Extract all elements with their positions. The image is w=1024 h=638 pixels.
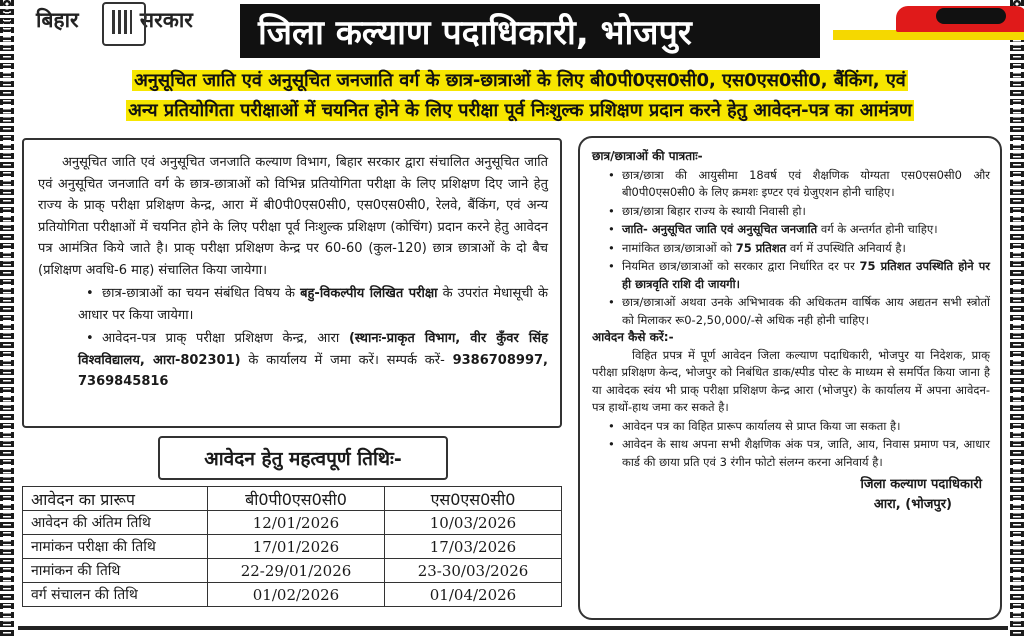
submission-point-address: (स्थानः-प्राकृत विभाग, वीर कुँवर सिंह विश्वविद्यालय, आरा-802301) bbox=[78, 331, 548, 368]
important-dates-table bbox=[22, 486, 562, 607]
notice-subheading bbox=[40, 66, 1000, 126]
intro-panel bbox=[22, 138, 562, 428]
eligibility-item-age: • छात्र/छात्रा की आयुसीमा 18वर्ष एवं शैक्षणिक योग्यता एस0एस0सी0 और बी0पी0एस0सी0 के लिए क्रमशः इण्टर एवं ग्रेजुएशन होनी चाहिए। bbox=[592, 167, 990, 202]
table-header-cell: आवेदन का प्रारूप bbox=[23, 487, 208, 511]
eligibility-item-scholarship bbox=[592, 258, 990, 293]
table-header-cell: एस0एस0सी0 bbox=[385, 487, 562, 511]
caste-text-b: वर्ग के अन्तर्गत होनी चाहिए। bbox=[820, 222, 938, 236]
attendance-text-c: वर्ग में उपस्थिति अनिवार्य है। bbox=[789, 240, 906, 255]
table-cell: 22-29/01/2026 bbox=[208, 559, 385, 583]
eligibility-item-income: • छात्र/छात्राओं अथवा उनके अभिभावक की अधिकतम वार्षिक आय अद्यतन सभी स्त्रोतों को मिलाकर रू0-2,50,000/-से अधिक नही होनी चाहिए। bbox=[592, 294, 990, 329]
eligibility-title: छात्र/छात्राओं की पात्रताः- bbox=[592, 149, 703, 163]
table-cell: 17/03/2026 bbox=[385, 535, 562, 559]
table-header-row bbox=[23, 487, 562, 511]
selection-point-text-c: के उपरांत मेधासूची के आधार पर किया जायेगा। bbox=[78, 286, 548, 323]
submission-point-text-a: आवेदन-पत्र प्राक् परीक्षा प्रशिक्षण केन्द्र, आरा bbox=[102, 331, 340, 346]
signature-block bbox=[592, 475, 990, 515]
eligibility-item-caste bbox=[592, 221, 990, 239]
table-row bbox=[23, 511, 562, 535]
table-cell: नामांकन परीक्षा की तिथि bbox=[23, 535, 208, 559]
intro-paragraph: अनुसूचित जाति एवं अनुसूचित जनजाति कल्याण विभाग, बिहार सरकार द्वारा संचालित अनुसूचित जाति एवं अनुसूचित जनजाति वर्ग के छात्र-छात्राओं को विभिन्न प्रतियोगिता परीक्षा के लिए प्रशिक्षण दिए जाने हेतु राज्य के प्राक् परीक्षा प्रशिक्षण केन्द्र, आरा में बी0पी0एस0सी0, एस0एस0सी0, रेलवे, बैंकिंग, एवं अन्य प्रतियोगिता परीक्षाओं में चयनित होने के लिए परीक्षा पूर्व निःशुल्क प्रशिक्षण (कोचिंग) प्रदान करने हेतु आवेदन पत्र आमंत्रित किये जाते है। प्राक् परीक्षा प्रशिक्षण केन्द्र पर 60-60 (कुल-120) छात्र छात्राओं के दो बैच (प्रशिक्षण अवधि-6 माह) संचालित किया जायेगा। bbox=[38, 155, 548, 278]
eligibility-item-attendance bbox=[592, 240, 990, 258]
redacted-area bbox=[896, 6, 1024, 32]
subheading-line-1: अनुसूचित जाति एवं अनुसूचित जनजाति वर्ग के छात्र-छात्राओं के लिए बी0पी0एस0सी0, एस0एस0सी0, बैंकिंग, एवं bbox=[134, 70, 906, 91]
table-cell: 01/02/2026 bbox=[208, 583, 385, 607]
table-cell: आवेदन की अंतिम तिथि bbox=[23, 511, 208, 535]
table-row bbox=[23, 559, 562, 583]
eligibility-item-residence: • छात्र/छात्रा बिहार राज्य के स्थायी निवासी हो। bbox=[592, 203, 990, 221]
table-cell: वर्ग संचालन की तिथि bbox=[23, 583, 208, 607]
table-row bbox=[23, 583, 562, 607]
table-row bbox=[23, 535, 562, 559]
signature-designation: जिला कल्याण पदाधिकारी bbox=[860, 477, 982, 492]
eligibility-panel bbox=[578, 136, 1002, 620]
table-cell: 01/04/2026 bbox=[385, 583, 562, 607]
table-cell: 17/01/2026 bbox=[208, 535, 385, 559]
bottom-rule bbox=[18, 626, 1008, 630]
subheading-line-2: अन्य प्रतियोगिता परीक्षाओं में चयनित होने के लिए परीक्षा पूर्व निःशुल्क प्रशिक्षण प्रदान करने हेतु आवेदन-पत्र का आमंत्रण bbox=[128, 100, 912, 121]
table-cell: 10/03/2026 bbox=[385, 511, 562, 535]
table-cell: नामांकन की तिथि bbox=[23, 559, 208, 583]
table-header-cell: बी0पी0एस0सी0 bbox=[208, 487, 385, 511]
left-decorative-border bbox=[0, 0, 14, 638]
table-cell: 12/01/2026 bbox=[208, 511, 385, 535]
apply-item-form: • आवेदन पत्र का विहित प्रारूप कार्यालय से प्राप्त किया जा सकता है। bbox=[592, 418, 990, 436]
scholarship-text-b: 75 प्रतिशत उपस्थिति होने पर ही छात्रवृति राशि दी जायगी। bbox=[622, 259, 990, 291]
state-word-bihar: बिहार bbox=[36, 8, 79, 32]
page-title: जिला कल्याण पदाधिकारी, भोजपुर bbox=[240, 4, 820, 58]
submission-point-text-c: के कार्यालय में जमा करें। सम्पर्क करें- bbox=[248, 352, 445, 368]
submission-point bbox=[38, 328, 548, 393]
state-word-sarkar: सरकार bbox=[139, 8, 193, 32]
important-dates-title: आवेदन हेतु महत्वपूर्ण तिथिः- bbox=[158, 436, 448, 480]
right-decorative-border bbox=[1010, 0, 1024, 638]
attendance-text-b: 75 प्रतिशत bbox=[735, 240, 787, 255]
how-to-apply-title: आवेदन कैसे करें:- bbox=[592, 330, 674, 344]
table-cell: 23-30/03/2026 bbox=[385, 559, 562, 583]
selection-point bbox=[38, 283, 548, 326]
header bbox=[18, 0, 1008, 62]
attendance-text-a: नामांकित छात्र/छात्राओं को bbox=[622, 240, 733, 255]
apply-item-documents: • आवेदन के साथ अपना सभी शैक्षणिक अंक पत्र, जाति, आय, निवास प्रमाण पत्र, आधार कार्ड की छाया प्रति एवं 3 रंगीन फोटो संलग्न करना अनिवार्य है। bbox=[592, 436, 990, 471]
selection-point-text-a: छात्र-छात्राओं का चयन संबंधित विषय के bbox=[102, 286, 296, 301]
contact-numbers: 9386708997, 7369845816 bbox=[78, 352, 548, 389]
caste-text-a: जाति- अनुसूचित जाति एवं अनुसूचित जनजाति bbox=[622, 222, 818, 236]
state-emblem-icon bbox=[102, 2, 146, 46]
scholarship-text-a: नियमित छात्र/छात्राओं को सरकार द्वारा निर्धारित दर पर bbox=[622, 259, 855, 273]
how-to-apply-text: विहित प्रपत्र में पूर्ण आवेदन जिला कल्याण पदाधिकारी, भोजपुर या निदेशक, प्राक् परीक्षा प्रशिक्षण केन्द, भोजपुर को निबंधित डाक/स्पीड पोस्ट के माध्यम से समर्पित किया जाना है या आवेदक स्वंय भी प्राक् परीक्षा प्रशिक्षण केन्द्र आरा (भोजपुर) के कार्यालय में अपना आवेदन-पत्र हाथों-हाथ जमा कर सकते है। bbox=[592, 347, 990, 414]
signature-location: आरा, (भोजपुर) bbox=[873, 497, 952, 512]
selection-point-text-b: बहु-विकल्पीय लिखित परीक्षा bbox=[300, 286, 438, 301]
